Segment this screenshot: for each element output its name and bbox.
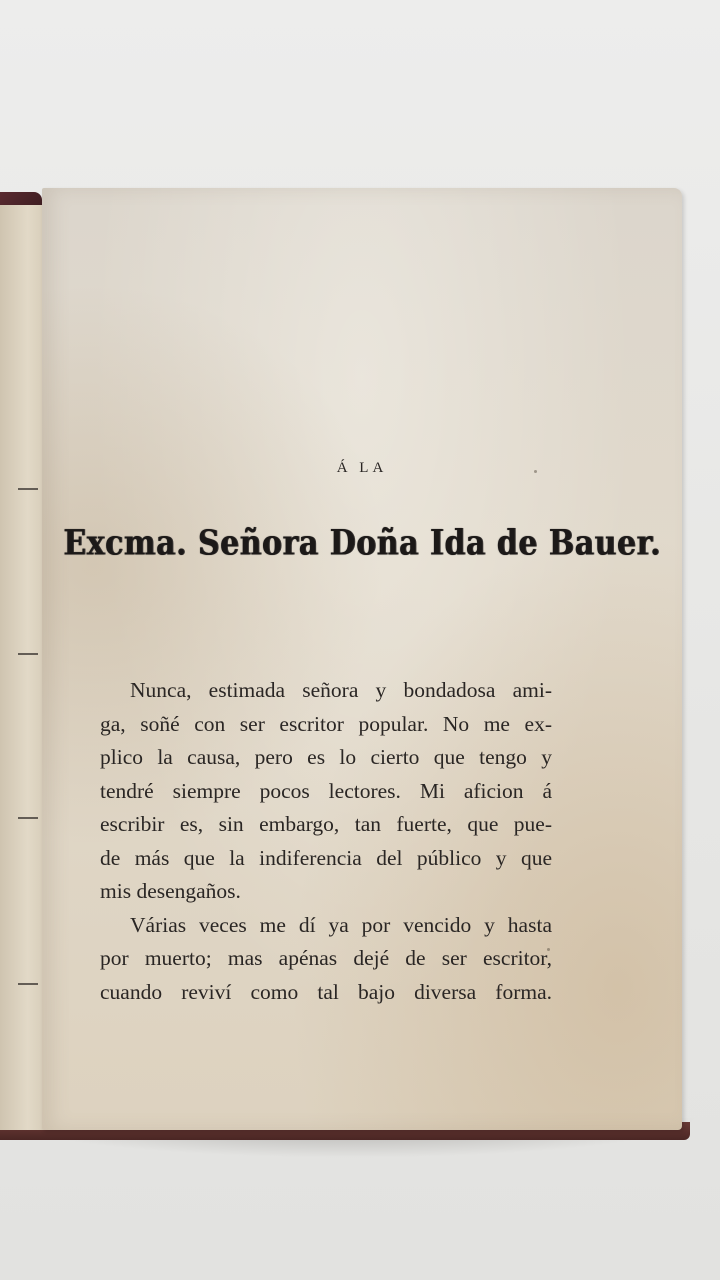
dedicatee-name: Excma. Señora Doña Ida de Bauer. <box>63 523 661 564</box>
binding-stitch <box>18 653 38 655</box>
book-page <box>42 188 682 1130</box>
text-line: Várias veces me dí ya por vencido y hasta <box>130 912 552 937</box>
text-line: plico la causa, pero es lo cierto que tengo y <box>100 745 552 769</box>
binding-stitch <box>18 488 38 490</box>
dedication-body <box>100 674 552 1009</box>
dedication-prefix: Á LA <box>336 460 388 476</box>
binding-stitch <box>18 983 38 985</box>
facing-page-sliver <box>0 205 47 1130</box>
text-line: escribir es, sin embargo, tan fuerte, que pue- <box>100 812 552 836</box>
text-line: tendré siempre pocos lectores. Mi aficion á <box>100 778 552 803</box>
text-line: por muerto; mas apénas dejé de ser escritor, <box>100 946 552 970</box>
text-line: mis desengaños. <box>100 879 241 903</box>
text-line: Nunca, estimada señora y bondadosa ami- <box>130 678 552 702</box>
binding-stitch <box>18 817 38 819</box>
text-line: cuando reviví como tal bajo diversa forma. <box>100 979 552 1004</box>
text-line: ga, soñé con ser escritor popular. No me ex- <box>100 711 552 736</box>
text-line: de más que la indiferencia del público y que <box>100 845 552 870</box>
